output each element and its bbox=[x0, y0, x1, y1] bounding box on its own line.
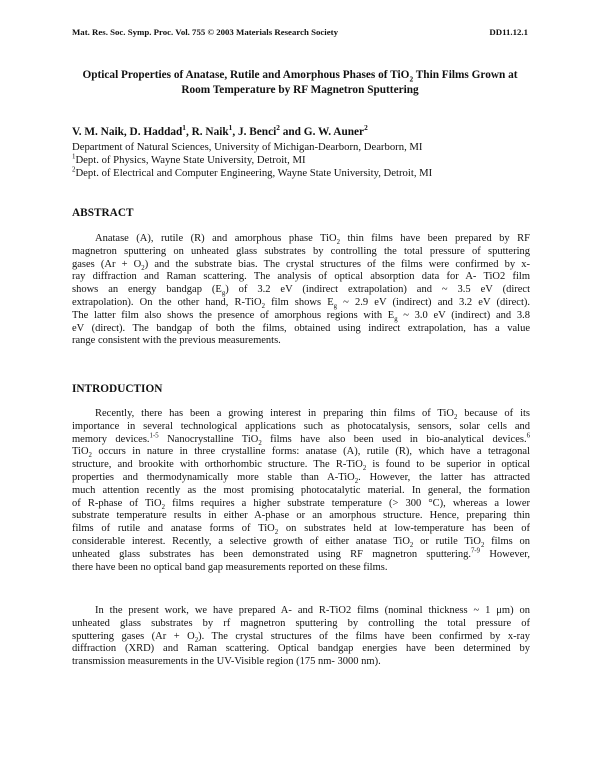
page-number: DD11.12.1 bbox=[489, 27, 528, 37]
affiliation-1: $^1$Dept. of Physics, Wayne State University, Detroit, MI bbox=[72, 152, 306, 166]
introduction-paragraph-2: In the present work, we have prepared A- and R-TiO2 films (nominal thickness ~ 1 μm) on unheated glass substrates by rf magnetron sputtering by controlling the total pressure of sputtering gases $(Ar + O_2)$. The crystal structures of the films have been confirmed by x-ray diffraction (XRD) and Raman scattering. Optical bandgap energies have been determined by transmission measurements in the UV-Visible region (175 nm- 3000 nm). bbox=[72, 605, 530, 668]
abstract-paragraph: Anatase (A), rutile (R) and amorphous phase TiO$_2$ thin films have been prepared by RF magnetron sputtering on unheated glass substrates by controlling the total pressure of sputtering gases $(Ar + O_2)$ and the substrate bias. The crystal structures of the films were confirmed by x- ray diffraction and Raman scattering. The analysis of optical absorption data for A- TiO2 film shows an energy bandgap $(E_g)$ of 3.2 eV (indirect extrapolation) and ~ 3.5 eV (direct extrapolation). On the other hand, R-TiO$_2$ film shows $E_g$ ~ 2.9 eV (indirect) and 3.2 eV (direct). The latter film also shows the presence of amorphous regions with $E_g$ ~ 3.0 eV (indirect) and 3.8 eV (direct). The bandgap of both the films, obtained using indirect extrapolation, has a value range consistent with the previous measurements. bbox=[72, 233, 531, 347]
paper-title: Optical Properties of Anatase, Rutile and Amorphous Phases of TiO$_2$ Thin Films Grown at Room Temperature by RF Magnetron Sputtering bbox=[82, 69, 518, 96]
author-list: V. M. Naik, D. Haddad$^1$, R. Naik$^1$, J. Benci$^2$ and G. W. Auner$^2$ bbox=[72, 123, 368, 138]
abstract-heading: ABSTRACT bbox=[72, 207, 134, 219]
introduction-heading: INTRODUCTION bbox=[72, 383, 163, 395]
introduction-paragraph-1: Recently, there has been a growing interest in preparing thin films of TiO$_2$ because of its importance in several technological applications such as photocatalysis, sensors, solar cells and memory devices.$^{1-5}$ Nanocrystalline TiO$_2$ films have also been used in bio-analytical devices.$^6$ TiO$_2$ occurs in nature in three crystalline forms: anatase (A), rutile (R), which have a tetragonal structure, and brookite with orthorhombic structure. The R-TiO$_2$ is found to be superior in optical properties and thermodynamically more stable than A-TiO$_2$. However, the latter has attracted much attention recently as the most promising photocatalytic material. In general, the formation of R-phase of TiO$_2$ films requires a higher substrate temperature (> 300 °C), whereas a lower substrate temperature results in either A-phase or an amorphous structure. Hence, preparing thin films of rutile and anatase forms of TiO$_2$ on substrates held at low-temperature has been of considerable interest. Recently, a selective growth of either anatase TiO$_2$ or rutile TiO$_2$ films on unheated glass substrates has been demonstrated using RF magnetron sputtering.$^{7-9}$ However, there have been no optical band gap measurements reported on these films. bbox=[72, 408, 531, 573]
journal-header: Mat. Res. Soc. Symp. Proc. Vol. 755 © 2003 Materials Research Society bbox=[72, 27, 338, 37]
affiliation-2: $^2$Dept. of Electrical and Computer Engineering, Wayne State University, Detroit, MI bbox=[72, 165, 433, 179]
affiliation-0: Department of Natural Sciences, University of Michigan-Dearborn, Dearborn, MI bbox=[72, 141, 423, 153]
